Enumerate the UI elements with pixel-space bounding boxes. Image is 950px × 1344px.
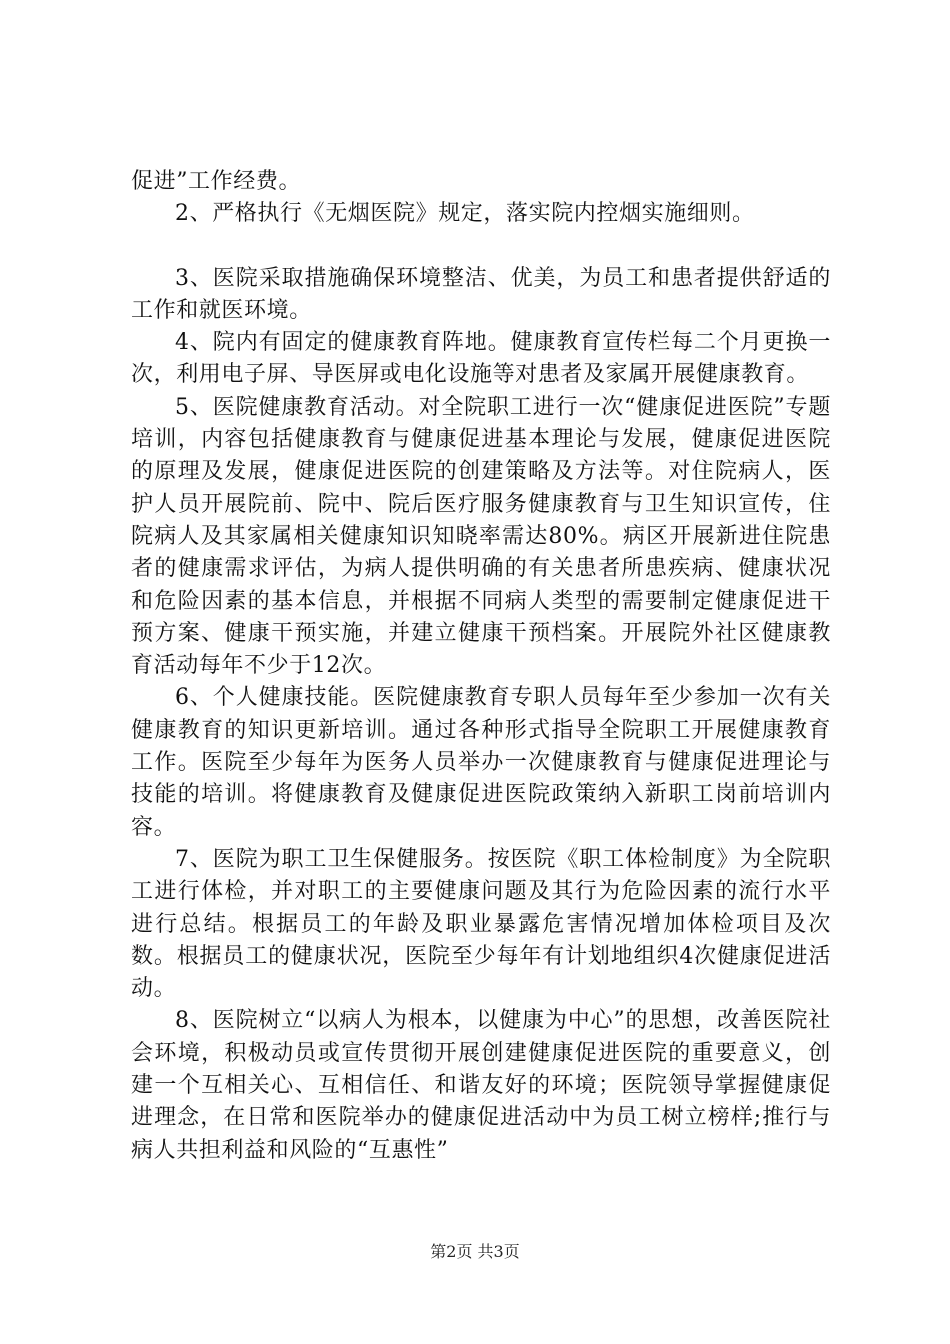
- paragraph-continuation: 促进”工作经费。: [131, 169, 302, 194]
- paragraph-item-6: 6、个人健康技能。医院健康教育专职人员每年至少参加一次有关健康教育的知识更新培训。通过各种形式指导全院职工开展健康教育工作。医院至少每年为医务人员举办一次健康教育与健康促进理论与技能的培训。将健康教育及健康促进医院政策纳入新职工岗前培训内容。: [131, 685, 831, 840]
- paragraph-item-7: 7、医院为职工卫生保健服务。按医院《职工体检制度》为全院职工进行体检，并对职工的主要健康问题及其行为危险因素的流行水平进行总结。根据员工的年龄及职业暴露危害情况增加体检项目及次数。根据员工的健康状况，医院至少每年有计划地组织4次健康促进活动。: [131, 846, 831, 1002]
- document-body: [131, 166, 831, 1167]
- paragraph-item-2: 2、严格执行《无烟医院》规定，落实院内控烟实施细则。: [175, 201, 755, 227]
- paragraph-item-3: 3、医院采取措施确保环境整洁、优美，为员工和患者提供舒适的工作和就医环境。: [131, 265, 831, 323]
- paragraph-item-5: 5、医院健康教育活动。对全院职工进行一次“健康促进医院”专题培训，内容包括健康教育与健康促进基本理论与发展，健康促进医院的原理及发展，健康促进医院的创建策略及方法等。对住院病人，医护人员开展院前、院中、院后医疗服务健康教育与卫生知识宣传，住院病人及其家属相关健康知识知晓率需达80%。病区开展新进住院患者的健康需求评估，为病人提供明确的有关患者所患疾病、健康状况和危险因素的基本信息，并根据不同病人类型的需要制定健康促进干预方案、健康干预实施，并建立健康干预档案。开展院外社区健康教育活动每年不少于12次。: [131, 394, 831, 679]
- page-footer: 第2页 共3页: [430, 1242, 520, 1261]
- paragraph-item-4: 4、院内有固定的健康教育阵地。健康教育宣传栏每二个月更换一次，利用电子屏、导医屏或电化设施等对患者及家属开展健康教育。: [131, 330, 831, 388]
- paragraph-item-8: 8、医院树立“以病人为根本，以健康为中心”的思想，改善医院社会环境，积极动员或宣传贯彻开展创建健康促进医院的重要意义，创建一个互相关心、互相信任、和谐友好的环境；医院领导掌握健康促进理念，在日常和医院举办的健康促进活动中为员工树立榜样;推行与病人共担利益和风险的“互惠性”: [131, 1008, 831, 1163]
